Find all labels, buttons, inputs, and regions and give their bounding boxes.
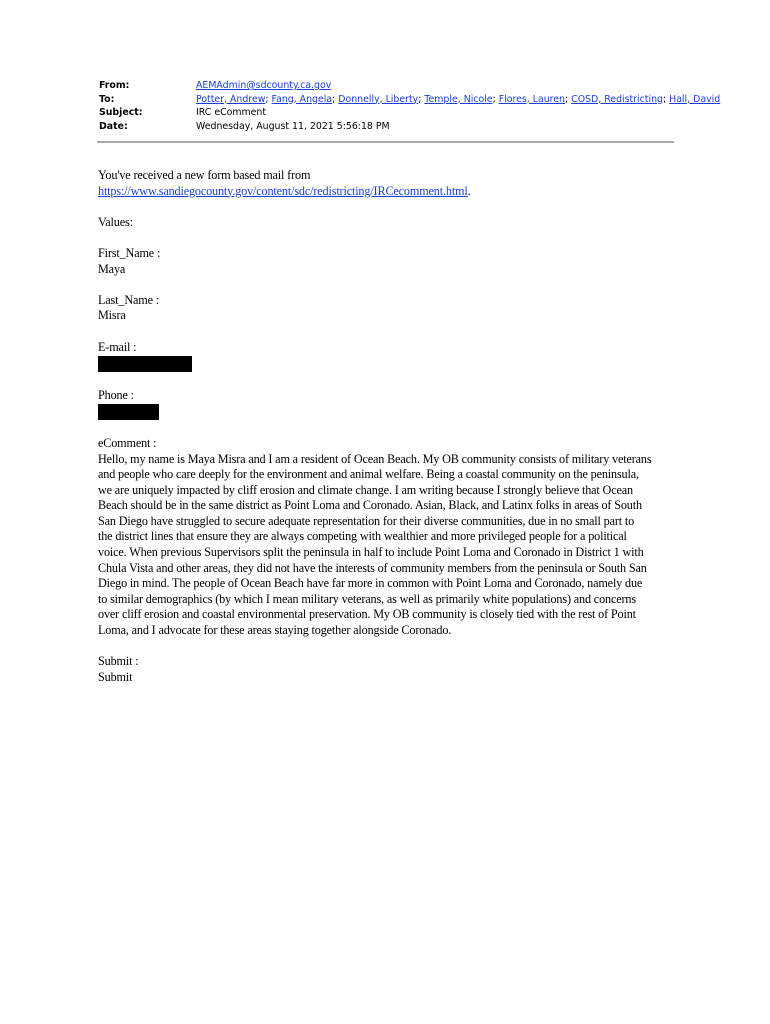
to-label: To: bbox=[99, 93, 115, 105]
subject-row bbox=[99, 106, 674, 120]
to-recipient-link[interactable]: Fang, Angela bbox=[271, 93, 333, 105]
subject-value: IRC eComment bbox=[196, 107, 267, 118]
to-recipient-link[interactable]: Potter, Andrew bbox=[196, 93, 266, 105]
values-heading bbox=[98, 215, 688, 231]
ecomment-label: eComment : bbox=[98, 435, 157, 450]
submit-value: Submit bbox=[98, 669, 133, 684]
recipient-separator: ; bbox=[565, 93, 569, 105]
to-recipient-link[interactable]: Hall, David bbox=[669, 93, 721, 105]
email-field bbox=[98, 340, 688, 373]
from-address-link[interactable]: AEMAdmin@sdcounty.ca.gov bbox=[196, 80, 332, 91]
to-recipient-link[interactable]: Temple, Nicole bbox=[424, 93, 493, 105]
from-label: From: bbox=[99, 80, 130, 91]
from-row bbox=[99, 79, 674, 93]
email-body bbox=[98, 168, 688, 701]
intro-url-line bbox=[98, 184, 688, 200]
last-name-label: Last_Name : bbox=[98, 292, 159, 307]
email-redaction bbox=[98, 356, 192, 372]
ecomment-line: the district lines that ensure they are always competing with wealthier and more privileged people for a political bbox=[98, 529, 627, 544]
intro-paragraph bbox=[98, 168, 688, 199]
to-recipients bbox=[196, 93, 720, 107]
ecomment-line: voice. When previous Supervisors split the peninsula in half to include Point Loma and Coronado in District 1 with bbox=[98, 545, 644, 560]
header-divider bbox=[97, 141, 674, 143]
ecomment-line: Chula Vista and other areas, they did not have the interests of community members from the peninsula or South San bbox=[98, 560, 647, 575]
email-label: E-mail : bbox=[98, 339, 137, 354]
recipient-separator: ; bbox=[662, 93, 667, 105]
date-row bbox=[99, 120, 674, 134]
to-recipient-link[interactable]: Flores, Lauren bbox=[498, 93, 565, 105]
to-recipient-link[interactable]: COSD, Redistricting bbox=[571, 93, 663, 105]
ecomment-line: San Diego have struggled to secure adequate representation for their diverse communities, due in no small part to bbox=[98, 513, 635, 528]
to-recipient-link[interactable]: Donnelly, Liberty bbox=[338, 93, 419, 105]
ecomment-line: to similar demographics (by which I mean military veterans, as well as primarily white populations) and concerns bbox=[98, 591, 636, 606]
email-header bbox=[99, 79, 721, 133]
last-name-field bbox=[98, 293, 688, 324]
ecomment-line: we are uniquely impacted by cliff erosion and climate change. I am writing because I strongly believe that Ocean bbox=[98, 482, 633, 497]
ecomment-line: over cliff erosion and coastal environmental preservation. My OB community is closely tied with the rest of Point bbox=[98, 607, 636, 622]
submit-field bbox=[98, 654, 688, 685]
ecomment-line: Diego in mind. The people of Ocean Beach have far more in common with Point Loma and Coronado, namely due bbox=[98, 576, 643, 591]
phone-label: Phone : bbox=[98, 387, 134, 402]
ecomment-line: and people who care deeply for the environment and animal welfare. Being a coastal community on the peninsula, bbox=[98, 467, 639, 482]
last-name-value: Misra bbox=[98, 308, 126, 323]
intro-text: You've received a new form based mail from bbox=[98, 168, 311, 182]
phone-redaction bbox=[98, 404, 159, 420]
form-url-link[interactable]: https://www.sandiegocounty.gov/content/sdc/redistricting/IRCecomment.html bbox=[98, 183, 468, 198]
ecomment-line: Hello, my name is Maya Misra and I am a resident of Ocean Beach. My OB community consists of military veterans bbox=[98, 451, 652, 466]
date-value: Wednesday, August 11, 2021 5:56:18 PM bbox=[196, 120, 390, 132]
recipient-separator: ; bbox=[492, 93, 496, 105]
to-row bbox=[99, 93, 721, 107]
intro-period: . bbox=[467, 183, 471, 198]
recipient-separator: ; bbox=[418, 93, 422, 105]
first-name-value: Maya bbox=[98, 261, 126, 276]
recipient-separator: ; bbox=[265, 93, 269, 105]
ecomment-field bbox=[98, 436, 688, 639]
first-name-label: First_Name : bbox=[98, 245, 161, 260]
first-name-field bbox=[98, 246, 688, 277]
phone-field bbox=[98, 388, 688, 421]
ecomment-line: Loma, and I advocate for these areas staying together alongside Coronado. bbox=[98, 623, 452, 638]
subject-label: Subject: bbox=[99, 107, 143, 118]
values-label: Values: bbox=[98, 214, 133, 229]
ecomment-line: Beach should be in the same district as Point Loma and Coronado. Asian, Black, and Latinx folks in areas of South bbox=[98, 498, 642, 513]
date-label: Date: bbox=[99, 120, 128, 132]
submit-label: Submit : bbox=[98, 654, 139, 669]
recipient-separator: ; bbox=[332, 93, 336, 105]
